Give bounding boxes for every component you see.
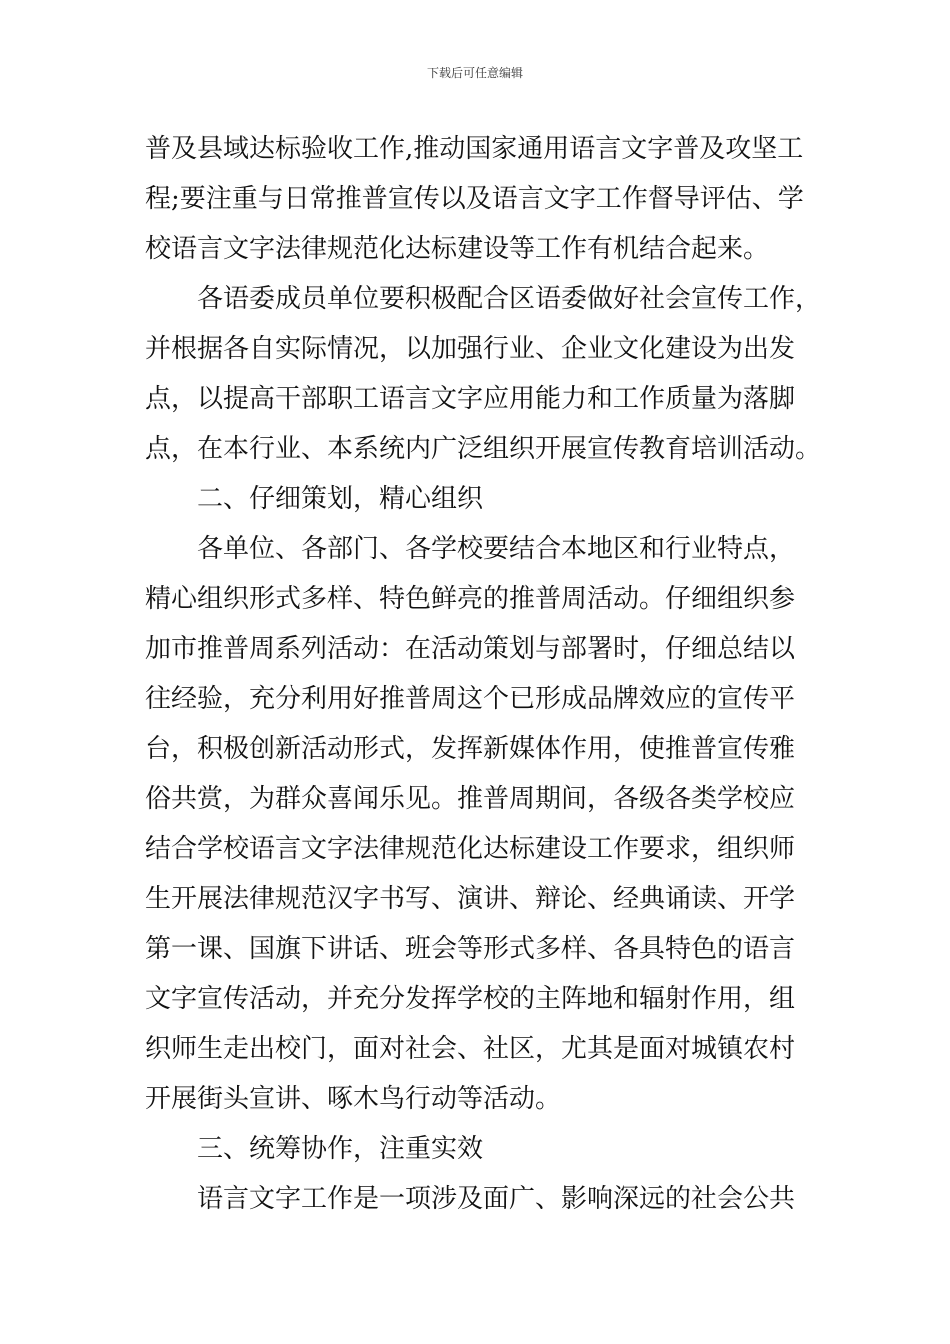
page-header: 下载后可任意编辑 xyxy=(426,66,523,80)
text-line: 织师生走出校门，面对社会、社区，尤其是面对城镇农村 xyxy=(145,1034,796,1064)
text-line: 普及县域达标验收工作,推动国家通用语言文字普及攻坚工 xyxy=(145,134,804,164)
text-line: 第一课、国旗下讲话、班会等形式多样、各具特色的语言 xyxy=(145,934,796,964)
text-line: 校语言文字法律规范化达标建设等工作有机结合起来。 xyxy=(145,234,770,264)
text-line: 文字宣传活动，并充分发挥学校的主阵地和辐射作用，组 xyxy=(145,984,796,1014)
paragraph-start-line: 各单位、各部门、各学校要结合本地区和行业特点， xyxy=(197,534,796,564)
paragraph-start-line: 各语委成员单位要积极配合区语委做好社会宣传工作， xyxy=(197,284,822,314)
text-line: 台，积极创新活动形式，发挥新媒体作用，使推普宣传雅 xyxy=(145,734,796,764)
text-line: 点，以提高干部职工语言文字应用能力和工作质量为落脚 xyxy=(145,384,796,414)
document-body xyxy=(145,124,822,1224)
text-line: 点，在本行业、本系统内广泛组织开展宣传教育培训活动。 xyxy=(145,434,822,464)
text-line: 精心组织形式多样、特色鲜亮的推普周活动。仔细组织参 xyxy=(145,584,796,614)
text-line: 结合学校语言文字法律规范化达标建设工作要求，组织师 xyxy=(145,834,796,864)
section-heading: 三、统筹协作，注重实效 xyxy=(197,1134,484,1164)
text-line: 往经验，充分利用好推普周这个已形成品牌效应的宣传平 xyxy=(145,684,796,714)
text-line: 并根据各自实际情况，以加强行业、企业文化建设为出发 xyxy=(145,334,796,364)
text-line: 俗共赏，为群众喜闻乐见。推普周期间，各级各类学校应 xyxy=(145,784,796,814)
text-line: 开展街头宣讲、啄木鸟行动等活动。 xyxy=(145,1084,562,1114)
paragraph-start-line: 语言文字工作是一项涉及面广、影响深远的社会公共 xyxy=(197,1184,796,1214)
section-heading: 二、仔细策划，精心组织 xyxy=(197,484,484,514)
text-line: 加市推普周系列活动：在活动策划与部署时，仔细总结以 xyxy=(145,634,796,664)
text-line: 程;要注重与日常推普宣传以及语言文字工作督导评估、学 xyxy=(145,184,804,214)
text-line: 生开展法律规范汉字书写、演讲、辩论、经典诵读、开学 xyxy=(145,884,796,914)
